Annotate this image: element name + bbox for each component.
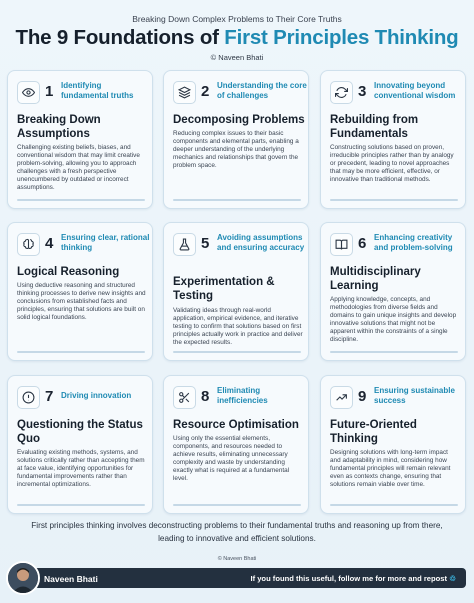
card-title: Questioning the Status Quo — [17, 419, 143, 445]
card-title: Breaking Down Assumptions — [17, 114, 101, 140]
eye-icon — [17, 81, 40, 104]
card-body: Constructing solutions based on proven, irreducible principles rather than by analogy or precedent, leading to novel approaches that may be more efficient, effective, or innovative than traditional methods. — [330, 144, 454, 183]
card-divider — [330, 504, 458, 506]
title-accent: First Principles Thinking — [224, 26, 459, 49]
card-body: Evaluating existing methods, systems, and solutions critically rather than accepting them at face value, identifying opportunities for fundamental improvements rather than incremental optimizations. — [17, 449, 145, 488]
alert-circle-icon — [17, 386, 40, 409]
card-tag: Driving innovation — [61, 391, 132, 400]
card-number: 2 — [201, 83, 210, 100]
card-number: 3 — [358, 83, 367, 100]
footer-bar — [10, 568, 466, 588]
follow-cta-text: If you found this useful, follow me for more and repost — [250, 574, 448, 583]
card-number: 7 — [45, 388, 54, 405]
repost-icon: ♲ — [449, 574, 456, 583]
card-tag: Identifying fundamental truths — [61, 81, 134, 100]
card-title: Logical Reasoning — [17, 266, 120, 278]
card-divider — [17, 351, 145, 353]
card-number: 1 — [45, 83, 54, 100]
flask-icon — [173, 233, 196, 256]
card-tag: Ensuring sustainable success — [374, 386, 455, 405]
page-title — [0, 26, 474, 50]
card-divider — [17, 199, 145, 201]
card-tag: Enhancing creativity and problem-solving — [374, 233, 453, 252]
card-title: Future-Oriented Thinking — [330, 419, 417, 445]
card-body: Using deductive reasoning and structured thinking processes to derive new insights and conclusions from established facts and principles, ensuring that solutions are built on solid logical foundations. — [17, 282, 146, 321]
header-kicker: Breaking Down Complex Problems to Their Core Truths — [132, 14, 342, 24]
card-tag: Avoiding assumptions and ensuring accuracy — [217, 233, 305, 252]
card-number: 9 — [358, 388, 367, 405]
card-2 — [163, 70, 309, 209]
card-number: 8 — [201, 388, 210, 405]
card-body: Designing solutions with long-term impact and adaptability in mind, considering how fundamental principles will remain relevant even as contexts change, ensuring that solutions remain viable over time. — [330, 449, 451, 488]
card-divider — [330, 351, 458, 353]
card-body: Challenging existing beliefs, biases, and conventional wisdom that may limit creative problem-solving, allowing you to approach challenges with a fresh perspective unencumbered by outdated or incorrect assumptions. — [17, 144, 140, 191]
card-title: Experimentation & Testing — [173, 276, 275, 302]
card-divider — [173, 351, 301, 353]
card-divider — [173, 199, 301, 201]
card-title: Decomposing Problems — [173, 114, 305, 126]
card-tag: Understanding the core of challenges — [217, 81, 307, 100]
follow-cta[interactable] — [250, 574, 456, 583]
card-title: Rebuilding from Fundamentals — [330, 114, 419, 140]
card-divider — [173, 504, 301, 506]
title-main: The 9 Foundations of — [15, 26, 225, 49]
card-divider — [330, 199, 458, 201]
card-number: 5 — [201, 235, 210, 252]
card-body: Applying knowledge, concepts, and methodologies from diverse fields and domains to gain unique insights and develop innovative solutions that might not be apparent within the constraints of a single discipline. — [330, 296, 457, 343]
scissors-icon — [173, 386, 196, 409]
card-4 — [7, 222, 153, 361]
card-tag: Ensuring clear, rational thinking — [61, 233, 150, 252]
card-title: Multidisciplinary Learning — [330, 266, 421, 292]
card-1 — [7, 70, 153, 209]
card-body: Using only the essential elements, components, and resources needed to achieve results, eliminating unnecessary complexity and waste by understanding exactly what is required at a fundamental level. — [173, 435, 290, 482]
card-tag: Innovating beyond conventional wisdom — [374, 81, 456, 100]
card-6 — [320, 222, 466, 361]
card-body: Reducing complex issues to their basic components and elemental parts, enabling a deeper understanding of the underlying mechanics and relationships that govern the problem space. — [173, 130, 299, 169]
card-body: Validating ideas through real-world application, empirical evidence, and iterative testing to confirm that solutions based on first principles actually work in practice and deliver the expected results. — [173, 307, 303, 346]
trending-up-icon — [330, 386, 353, 409]
byline: © Naveen Bhati — [210, 53, 264, 62]
book-icon — [330, 233, 353, 256]
card-tag: Eliminating inefficiencies — [217, 386, 268, 405]
small-credit: © Naveen Bhati — [217, 556, 257, 562]
layers-icon — [173, 81, 196, 104]
card-5 — [163, 222, 309, 361]
card-number: 6 — [358, 235, 367, 252]
card-divider — [17, 504, 145, 506]
card-title: Resource Optimisation — [173, 419, 299, 431]
card-number: 4 — [45, 235, 54, 252]
author-name[interactable]: Naveen Bhati — [44, 574, 98, 584]
brain-icon — [17, 233, 40, 256]
refresh-icon — [330, 81, 353, 104]
card-8 — [163, 375, 309, 514]
avatar[interactable] — [6, 561, 40, 595]
card-3 — [320, 70, 466, 209]
card-7 — [7, 375, 153, 514]
summary-text: First principles thinking involves deconstructing problems to their fundamental truths and reasoning up from there, leading to innovative and efficient solutions. — [31, 521, 443, 543]
card-9 — [320, 375, 466, 514]
